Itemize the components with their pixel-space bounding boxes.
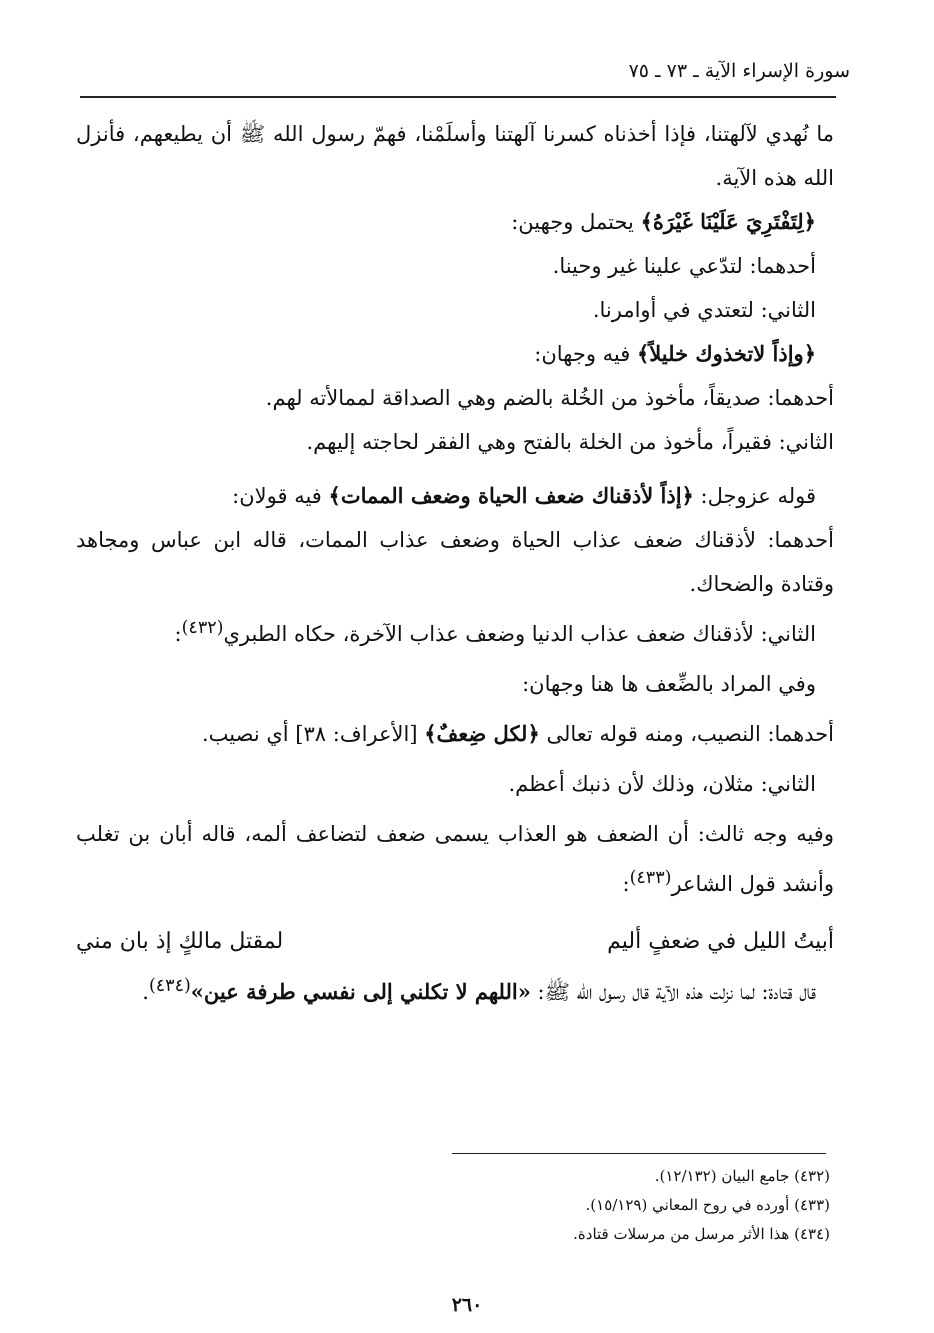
hadith-quote: «اللهم لا تكلني إلى نفسي طرفة عين»: [190, 979, 531, 1004]
verse-second-hemistich: لمقتل مالكٍ إذ بان مني: [76, 929, 284, 954]
paragraph-13: الثاني: مثلان، وذلك لأن ذنبك أعظم.: [508, 772, 816, 796]
paragraph-text: يحتمل وجهين:: [511, 210, 641, 234]
paragraph-6: أحدهما: صديقاً، مأخوذ من الخُلة بالضم وهي الصداقة لممالأته لهم.: [265, 386, 834, 410]
main-text: [76, 112, 834, 1014]
paragraph-10: [76, 606, 834, 656]
footnote-433: (٤٣٣) أورده في روح المعاني (١٥/١٢٩).: [585, 1196, 830, 1214]
quran-verse: ﴿إذاً لأذقناك ضعف الحياة وضعف الممات﴾: [328, 483, 694, 508]
paragraph-end: :: [622, 872, 630, 896]
paragraph-1: ما نُهدي لآلهتنا، فإذا أخذناه كسرنا آلهتنا وأسلَمْنا، فهمّ رسول الله ﷺ أن يطيعهم، فأنزل الله هذه الآية.: [76, 122, 834, 190]
paragraph-text: فيه وجهان:: [534, 342, 637, 366]
paragraph-lead: قوله عزوجل:: [693, 484, 816, 508]
footnote-ref: (٤٣٣): [629, 868, 672, 888]
poetry-verse: [76, 920, 834, 964]
page-number: ٢٦٠: [451, 1294, 483, 1316]
footnote-ref: (٤٣٢): [181, 618, 224, 638]
footnote-ref: (٤٣٤): [148, 976, 191, 996]
paragraph-2: [76, 200, 834, 244]
paragraph-text: [الأعراف: ٣٨] أي نصيب.: [202, 722, 425, 746]
paragraph-4: الثاني: لتعتدي في أوامرنا.: [592, 298, 816, 322]
paragraph-lead: أحدهما: النصيب، ومنه قوله تعالى: [539, 722, 834, 746]
paragraph-9: أحدهما: لأذقناك ضعف عذاب الحياة وضعف عذاب الممات، قاله ابن عباس ومجاهد وقتادة والضحاك.: [76, 528, 834, 596]
paragraph-text: فيه قولان:: [232, 484, 329, 508]
footnote-divider: [452, 1153, 826, 1154]
paragraph-12: [76, 712, 834, 756]
running-header: سورة الإسراء الآية ـ ٧٣ ـ ٧٥: [628, 60, 850, 82]
paragraph-15: [76, 964, 834, 1014]
paragraph-3: أحدهما: لتدّعي علينا غير وحينا.: [552, 254, 816, 278]
paragraph-text: الثاني: لأذقناك ضعف عذاب الدنيا وضعف عذاب الآخرة، حكاه الطبري: [223, 622, 816, 646]
paragraph-end: .: [142, 980, 149, 1004]
paragraph-14: [76, 812, 834, 906]
paragraph-end: :: [174, 622, 182, 646]
paragraph-lead: قال قتادة: لما نزلت هذه الآية قال رسول الله ﷺ:: [530, 980, 816, 1004]
footnotes: [230, 1162, 830, 1249]
quran-verse: ﴿لكل ضِعفٌ﴾: [424, 721, 540, 746]
footnote-434: (٤٣٤) هذا الأثر مرسل من مرسلات قتادة.: [573, 1225, 830, 1243]
paragraph-5: [76, 332, 834, 376]
header-divider: [80, 96, 836, 98]
quran-verse: ﴿وإذاً لاتخذوك خليلاً﴾: [636, 341, 816, 366]
paragraph-7: الثاني: فقيراً، مأخوذ من الخلة بالفتح وهي الفقر لحاجته إليهم.: [306, 430, 834, 454]
verse-first-hemistich: أبيتُ الليل في ضعفٍ أليم: [607, 929, 834, 954]
footnote-432: (٤٣٢) جامع البيان (١٢/١٣٢).: [654, 1167, 830, 1185]
quran-verse: ﴿لِتَفْتَرِيَ عَلَيْنَا غَيْرَهُ﴾: [640, 209, 816, 234]
paragraph-8: [76, 474, 834, 518]
paragraph-11: وفي المراد بالضِّعف ها هنا وجهان:: [522, 672, 816, 696]
paragraph-text: وفيه وجه ثالث: أن الضعف هو العذاب يسمى ضعف لتضاعف ألمه، قاله أبان بن تغلب وأنشد قول الشاعر: [76, 822, 834, 896]
